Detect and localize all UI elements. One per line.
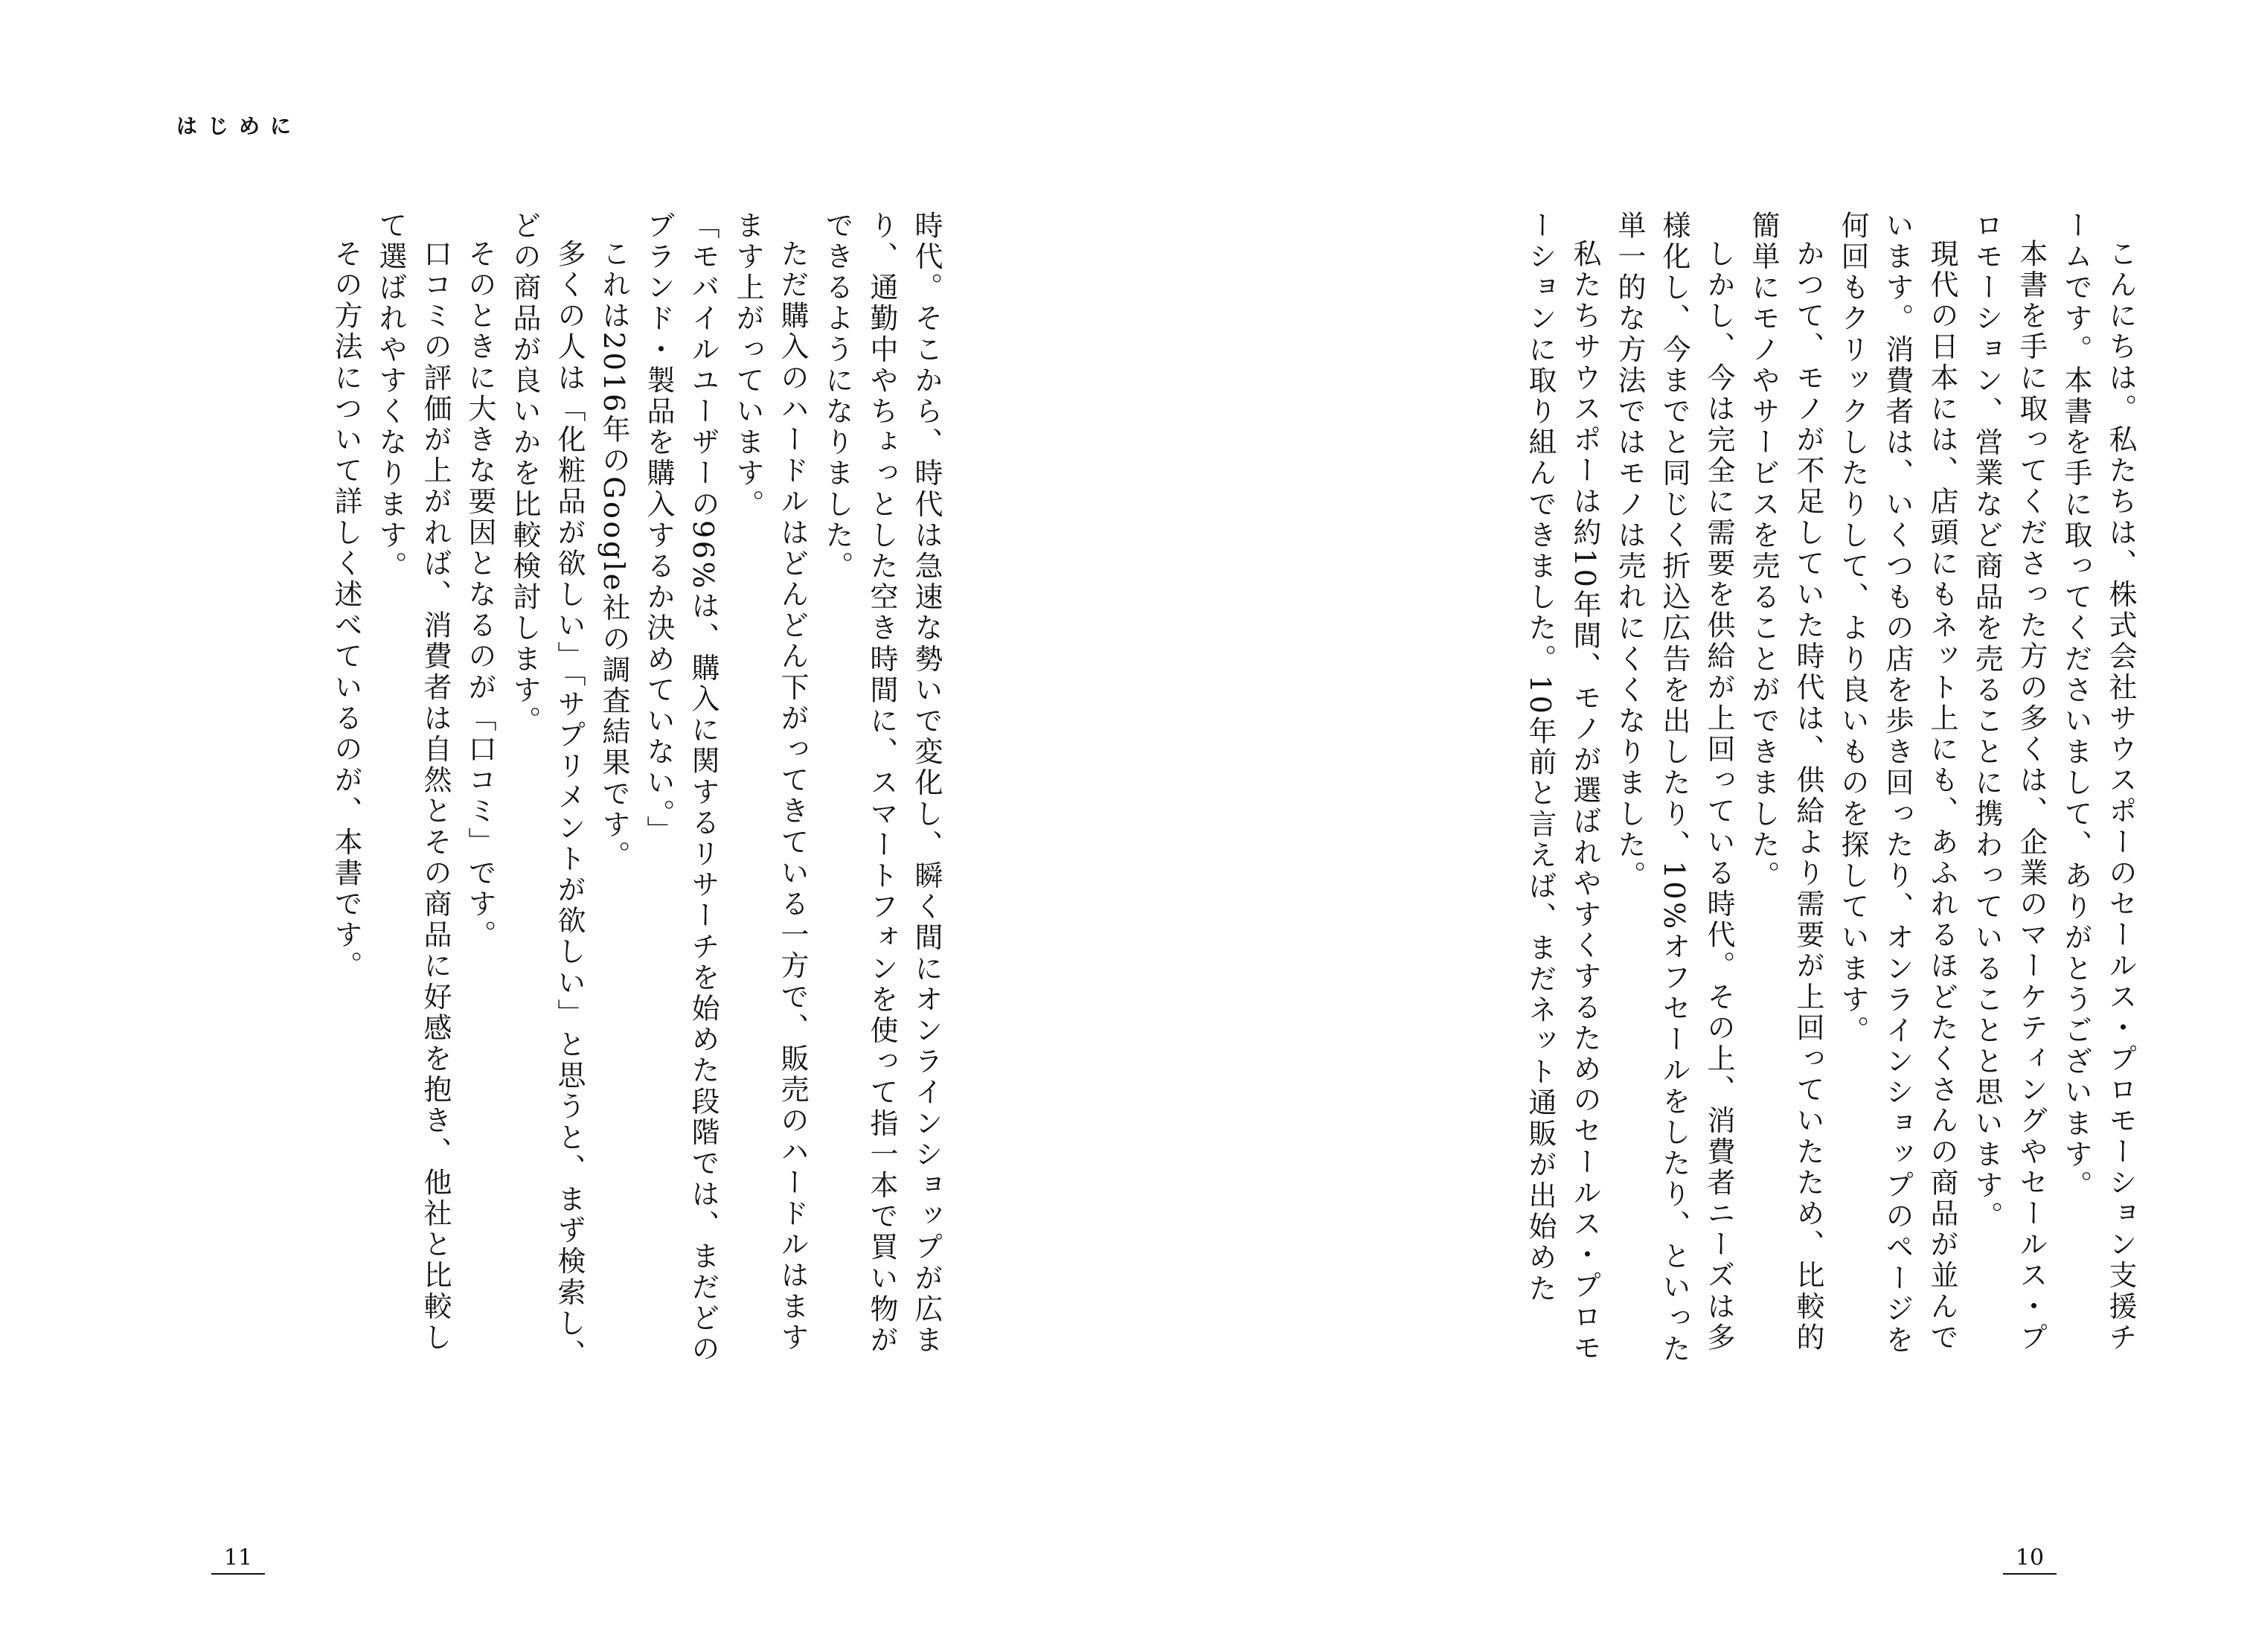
left-paragraph-5: 多くの人は「化粧品が欲しい」「サプリメントが欲しい」と思うと、まず検索し、どの商品が良いかを比較検討します。 — [508, 211, 586, 1371]
right-paragraph-2: 本書を手に取ってくださった方の多くは、企業のマーケティングやセールス・プロモーション、営業など商品を売ることに携わっていることと思います。 — [1970, 211, 2048, 1354]
left-page-body-text — [175, 211, 949, 1371]
page-number-left-text: 11 — [223, 1545, 253, 1571]
left-paragraph-2: ただ購入のハードルはどんどん下がってきている一方で、販売のハードルはますます上がっています。 — [731, 211, 809, 1354]
right-paragraph-6: 私たちサウスポーは約10年間、モノが選ばれやすくするためのセールス・プロモーションに取り組んできました。10年前と言えば、まだネット通販が出始めた — [1524, 211, 1601, 1364]
page-number-left — [208, 1545, 268, 1575]
right-paragraph-3: 現代の日本には、店頭にもネット上にも、あふれるほどたくさんの商品が並んでいます。消費者は、いくつもの店を歩き回ったり、オンラインショップのページを何回もクリックしたりして、より良いものを探しています。 — [1836, 211, 1958, 1357]
left-paragraph-6: そのときに大きな要因となるのが「口コミ」です。 — [464, 239, 496, 951]
page-number-right — [2000, 1545, 2060, 1575]
left-paragraph-8: その方法について詳しく述べているのが、本書です。 — [330, 239, 362, 982]
left-paragraph-7: 口コミの評価が上がれば、消費者は自然とその商品に好感を抱き、他社と比較して選ばれやすくなります。 — [374, 211, 452, 1354]
page-number-right-text: 10 — [2015, 1545, 2045, 1571]
left-paragraph-4: これは2016年のGoogle社の調査結果です。 — [597, 239, 630, 872]
right-paragraph-5: しかし、今は完全に需要を供給が上回っている時代。その上、消費者ニーズは多様化し、今までと同じく折込広告を出したり、10%オフセールをしたり、といった単一的な方法ではモノは売れにくくなりました。 — [1613, 211, 1735, 1366]
left-paragraph-3-quote: 「モバイルユーザーの96%は、購入に関するリサーチを始めた段階では、まだどのブランド・製品を購入するか決めていない。」 — [642, 211, 719, 1366]
right-page — [1125, 0, 2250, 1652]
page-number-left-rule — [211, 1573, 265, 1575]
page-number-right-rule — [2003, 1573, 2057, 1575]
left-paragraph-1: 時代。そこから、時代は急速な勢いで変化し、瞬く間にオンラインショップが広まり、通勤中やちょっとした空き時間に、スマートフォンを使って指一本で買い物ができるようになりました。 — [821, 211, 943, 1357]
running-head: はじめに — [176, 114, 302, 138]
right-page-body-text — [1324, 211, 2143, 1371]
right-paragraph-4: かつて、モノが不足していた時代は、供給より需要が上回っていたため、比較的簡単にモノやサービスを売ることができました。 — [1747, 211, 1824, 1354]
right-paragraph-1: こんにちは。私たちは、株式会社サウスポーのセールス・プロモーション支援チームです。本書を手に取ってくださいまして、ありがとうございます。 — [2060, 211, 2137, 1354]
